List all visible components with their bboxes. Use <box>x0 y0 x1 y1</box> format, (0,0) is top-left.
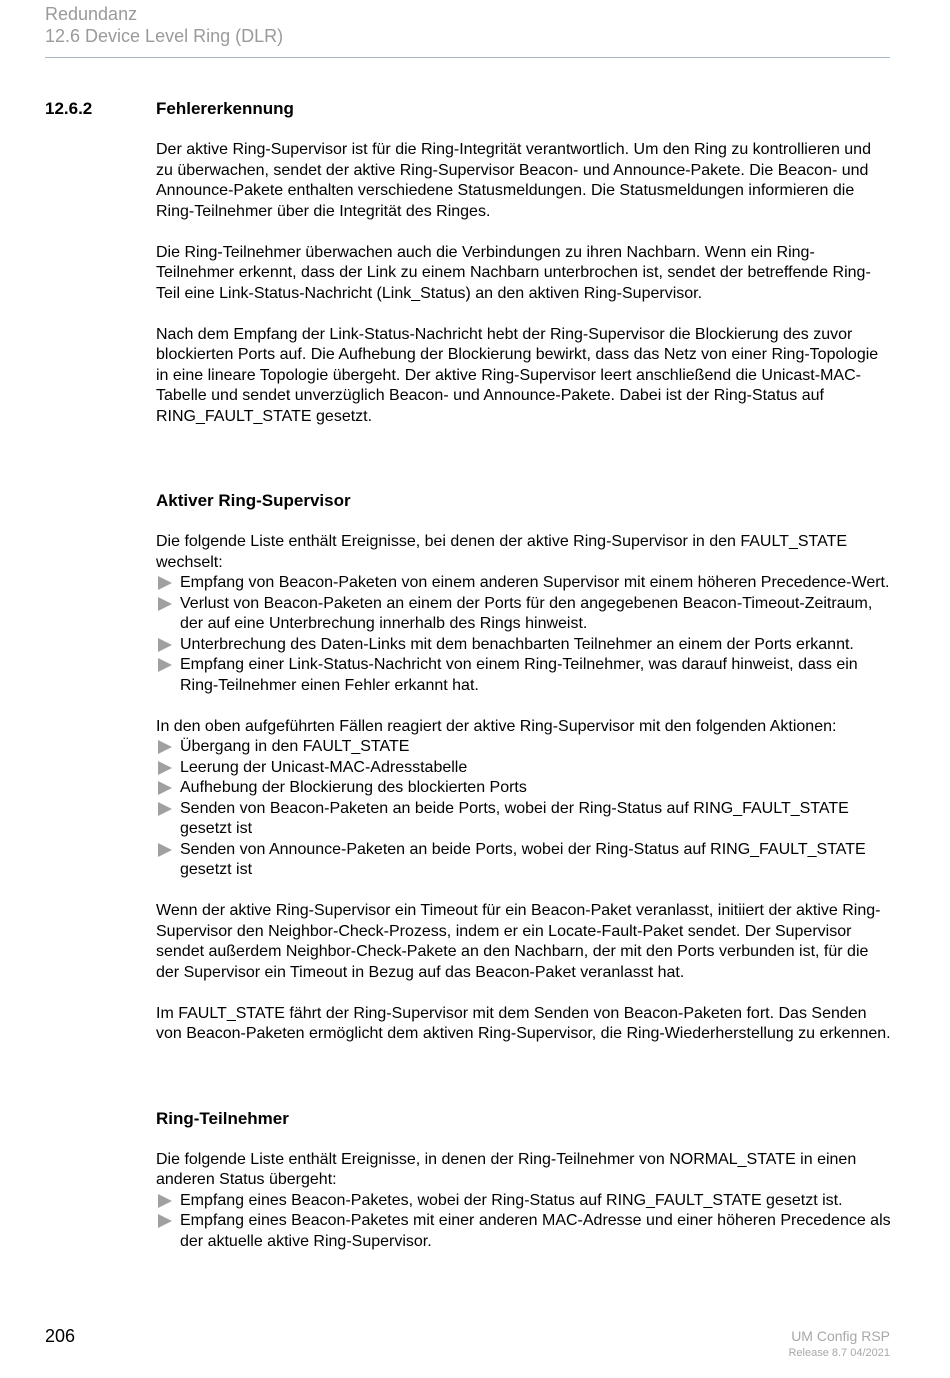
triangle-bullet-icon <box>158 781 172 795</box>
header-rule <box>45 57 890 58</box>
list-item: Aufhebung der Blockierung des blockierten Ports <box>156 778 892 799</box>
triangle-bullet-icon <box>158 638 172 652</box>
triangle-bullet-icon <box>158 597 172 611</box>
triangle-bullet-icon <box>158 761 172 775</box>
triangle-bullet-icon <box>158 1214 172 1228</box>
list-item: Leerung der Unicast-MAC-Adresstabelle <box>156 758 892 779</box>
list-item: Empfang eines Beacon-Paketes, wobei der Ring-Status auf RING_FAULT_STATE gesetzt ist. <box>156 1191 892 1212</box>
supervisor-fault-state-paragraph: Im FAULT_STATE fährt der Ring-Supervisor mit dem Senden von Beacon-Paketen fort. Das Senden von Beacon-Paketen ermöglicht dem aktiven Ring-Supervisor, die Ring-Wiederherstellung zu erkennen. <box>156 1004 891 1042</box>
page-number: 206 <box>45 1326 76 1346</box>
supervisor-timeout-paragraph: Wenn der aktive Ring-Supervisor ein Timeout für ein Beacon-Paket veranlasst, initiiert der aktive Ring-Supervisor den Neighbor-Check-Prozess, indem er ein Locate-Fault-Paket sendet. Der Supervisor sendet außerdem Neighbor-Check-Pakete an den Nachbarn, der mit den Ports verbunden ist, für die der Supervisor ein Timeout in Bezug auf das Beacon-Paket veranlasst hat. <box>156 902 881 981</box>
section-number: 12.6.2 <box>45 99 93 118</box>
supervisor-events-list <box>156 573 892 696</box>
supervisor-actions-list <box>156 737 892 881</box>
list-item: Empfang einer Link-Status-Nachricht von einem Ring-Teilnehmer, was darauf hinweist, dass ein Ring-Teilnehmer einen Fehler erkannt hat. <box>156 655 892 696</box>
footer-doc-title: UM Config RSP <box>791 1328 890 1344</box>
intro-paragraph-2: Die Ring-Teilnehmer überwachen auch die Verbindungen zu ihren Nachbarn. Wenn ein Ring-Teilnehmer erkennt, dass der Link zu einem Nachbarn unterbrochen ist, sendet der betreffende Ring-Teil eine Link-Status-Nachricht (Link_Status) an den aktiven Ring-Supervisor. <box>156 243 871 302</box>
participant-heading: Ring-Teilnehmer <box>156 1108 289 1128</box>
participant-events-list <box>156 1191 892 1253</box>
intro-paragraph-1: Der aktive Ring-Supervisor ist für die Ring-Integrität verantwortlich. Um den Ring zu kontrollieren und zu überwachen, sendet der aktive Ring-Supervisor Beacon- und Announce-Pakete. Die Beacon- und Announce-Pakete enthalten verschiedene Statusmeldungen. Die Statusmeldungen informieren die Ring-Teilnehmer über die Integrität des Ringes. <box>156 141 871 220</box>
main-content <box>156 140 892 1252</box>
list-item: Übergang in den FAULT_STATE <box>156 737 892 758</box>
list-item: Senden von Beacon-Paketen an beide Ports, wobei der Ring-Status auf RING_FAULT_STATE gesetzt ist <box>156 799 892 840</box>
intro-paragraph-3: Nach dem Empfang der Link-Status-Nachricht hebt der Ring-Supervisor die Blockierung des zuvor blockierten Ports auf. Die Aufhebung der Blockierung bewirkt, dass das Netz von einer Ring-Topologie in eine lineare Topologie übergeht. Der aktive Ring-Supervisor leert anschließend die Unicast-MAC-Tabelle und sendet unverzüglich Beacon- und Announce-Pakete. Dabei ist der Ring-Status auf RING_FAULT_STATE gesetzt. <box>156 325 879 425</box>
triangle-bullet-icon <box>158 740 172 754</box>
triangle-bullet-icon <box>158 843 172 857</box>
supervisor-actions-intro: In den oben aufgeführten Fällen reagiert der aktive Ring-Supervisor mit den folgenden Aktionen: <box>156 717 837 735</box>
page-header <box>45 3 890 47</box>
header-chapter: Redundanz <box>45 4 138 24</box>
section-title: Fehlererkennung <box>156 99 294 118</box>
triangle-bullet-icon <box>158 576 172 590</box>
supervisor-heading: Aktiver Ring-Supervisor <box>156 491 351 510</box>
triangle-bullet-icon <box>158 802 172 816</box>
triangle-bullet-icon <box>158 658 172 672</box>
list-item: Empfang eines Beacon-Paketes mit einer anderen MAC-Adresse und einer höheren Precedence als der aktuelle aktive Ring-Supervisor. <box>156 1211 892 1252</box>
list-item: Verlust von Beacon-Paketen an einem der Ports für den angegebenen Beacon-Timeout-Zeitraum, der auf eine Unterbrechung innerhalb des Rings hinweist. <box>156 594 892 635</box>
list-item: Senden von Announce-Paketen an beide Ports, wobei der Ring-Status auf RING_FAULT_STATE gesetzt ist <box>156 840 892 881</box>
footer-release: Release 8.7 04/2021 <box>788 1347 890 1359</box>
list-item: Empfang von Beacon-Paketen von einem anderen Supervisor mit einem höheren Precedence-Wert. <box>156 573 892 594</box>
triangle-bullet-icon <box>158 1194 172 1208</box>
list-item: Unterbrechung des Daten-Links mit dem benachbarten Teilnehmer an einem der Ports erkannt. <box>156 635 892 656</box>
supervisor-events-intro: Die folgende Liste enthält Ereignisse, bei denen der aktive Ring-Supervisor in den FAULT_STATE wechselt: <box>156 533 848 571</box>
header-section: 12.6 Device Level Ring (DLR) <box>45 26 284 46</box>
participant-events-intro: Die folgende Liste enthält Ereignisse, in denen der Ring-Teilnehmer von NORMAL_STATE in einen anderen Status übergeht: <box>156 1150 857 1188</box>
